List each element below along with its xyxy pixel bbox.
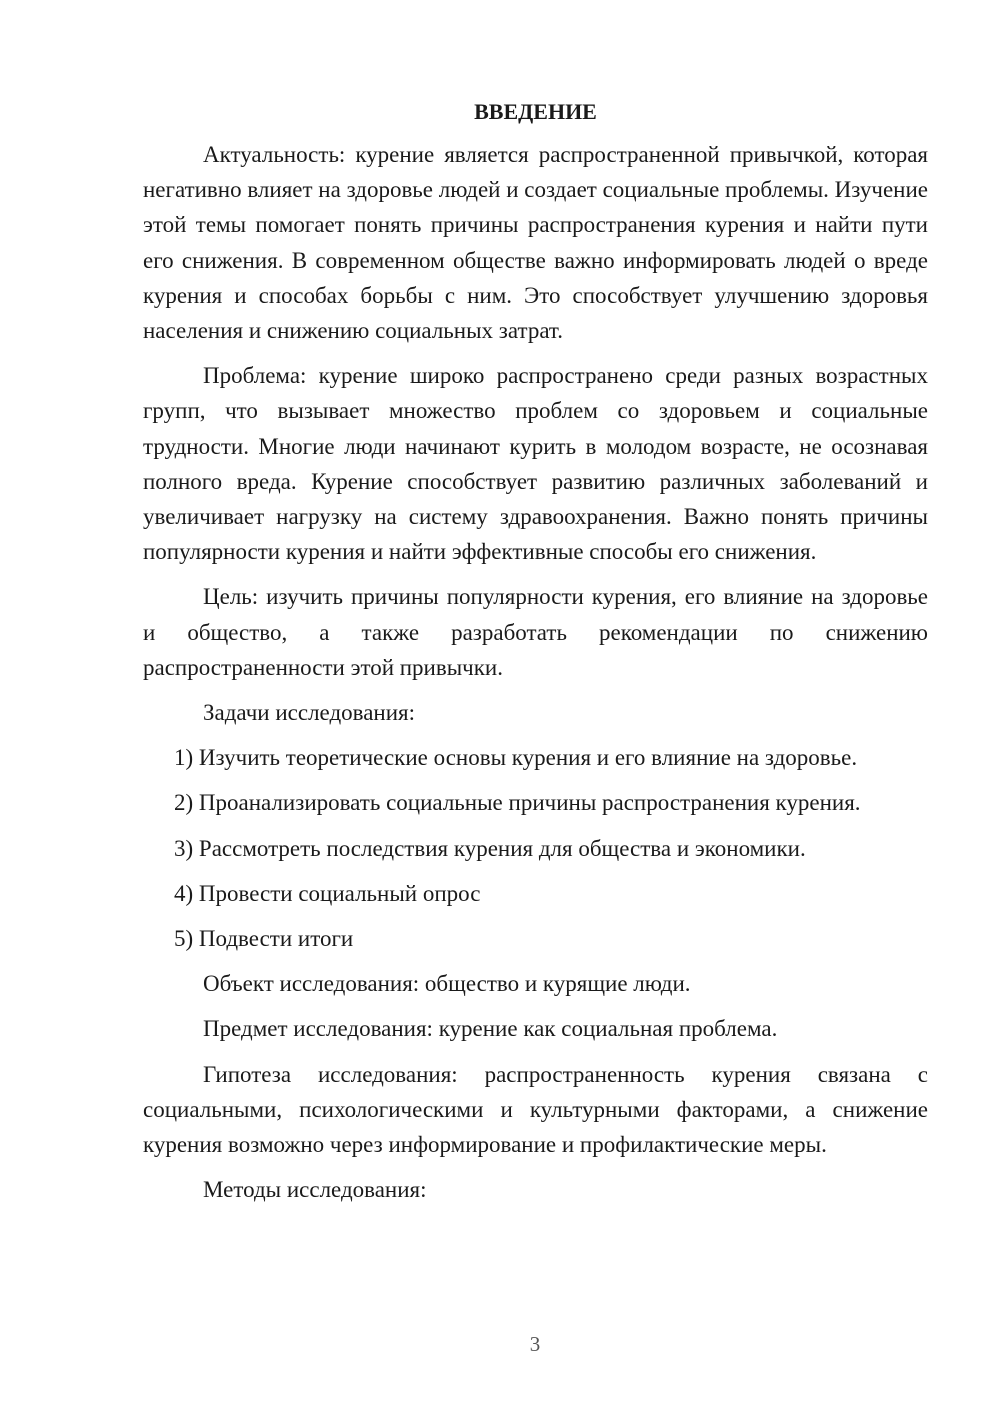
task-item: 5) Подвести итоги [174, 926, 354, 952]
tasks-list [143, 740, 928, 956]
tasks-heading: Задачи исследования: [203, 700, 416, 726]
paragraph-hypothesis: Гипотеза исследования: распространенность курения связана с социальными, психологическими и культурными факторами, а снижение курения возможно через информирование и профилактические меры. [143, 1061, 928, 1158]
task-item: 1) Изучить теоретические основы курения и его влияние на здоровье. [174, 745, 858, 771]
task-item: 4) Провести социальный опрос [174, 880, 481, 906]
paragraph-relevance: Актуальность: курение является распространенной привычкой, которая негативно влияет на здоровье людей и создает социальные проблемы. Изучение этой темы помогает понять причины распространения курения и найти пути его снижения. В современном обществе важно информировать людей о вреде курения и способах борьбы с ним. Это способствует улучшению здоровья населения и снижению социальных затрат. [143, 142, 928, 344]
paragraph-subject: Предмет исследования: курение как социальная проблема. [203, 1016, 778, 1042]
paragraph-goal: Цель: изучить причины популярности курения, его влияние на здоровье и общество, а также разработать рекомендации по снижению распространенности этой привычки. [143, 584, 928, 680]
paragraph-object: Объект исследования: общество и курящие люди. [203, 971, 691, 997]
task-item: 3) Рассмотреть последствия курения для общества и экономики. [174, 835, 806, 861]
document-page [143, 95, 928, 1217]
methods-heading: Методы исследования: [203, 1177, 427, 1203]
page-title: ВВЕДЕНИЕ [474, 99, 597, 124]
paragraph-problem: Проблема: курение широко распространено среди разных возрастных групп, что вызывает множество проблем со здоровьем и социальные трудности. Многие люди начинают курить в молодом возрасте, не осознавая полного вреда. Курение способствует развитию различных заболеваний и увеличивает нагрузку на систему здравоохранения. Важно понять причины популярности курения и найти эффективные способы его снижения. [143, 363, 928, 565]
task-item: 2) Проанализировать социальные причины распространения курения. [174, 790, 861, 816]
page-number: 3 [529, 1332, 541, 1356]
